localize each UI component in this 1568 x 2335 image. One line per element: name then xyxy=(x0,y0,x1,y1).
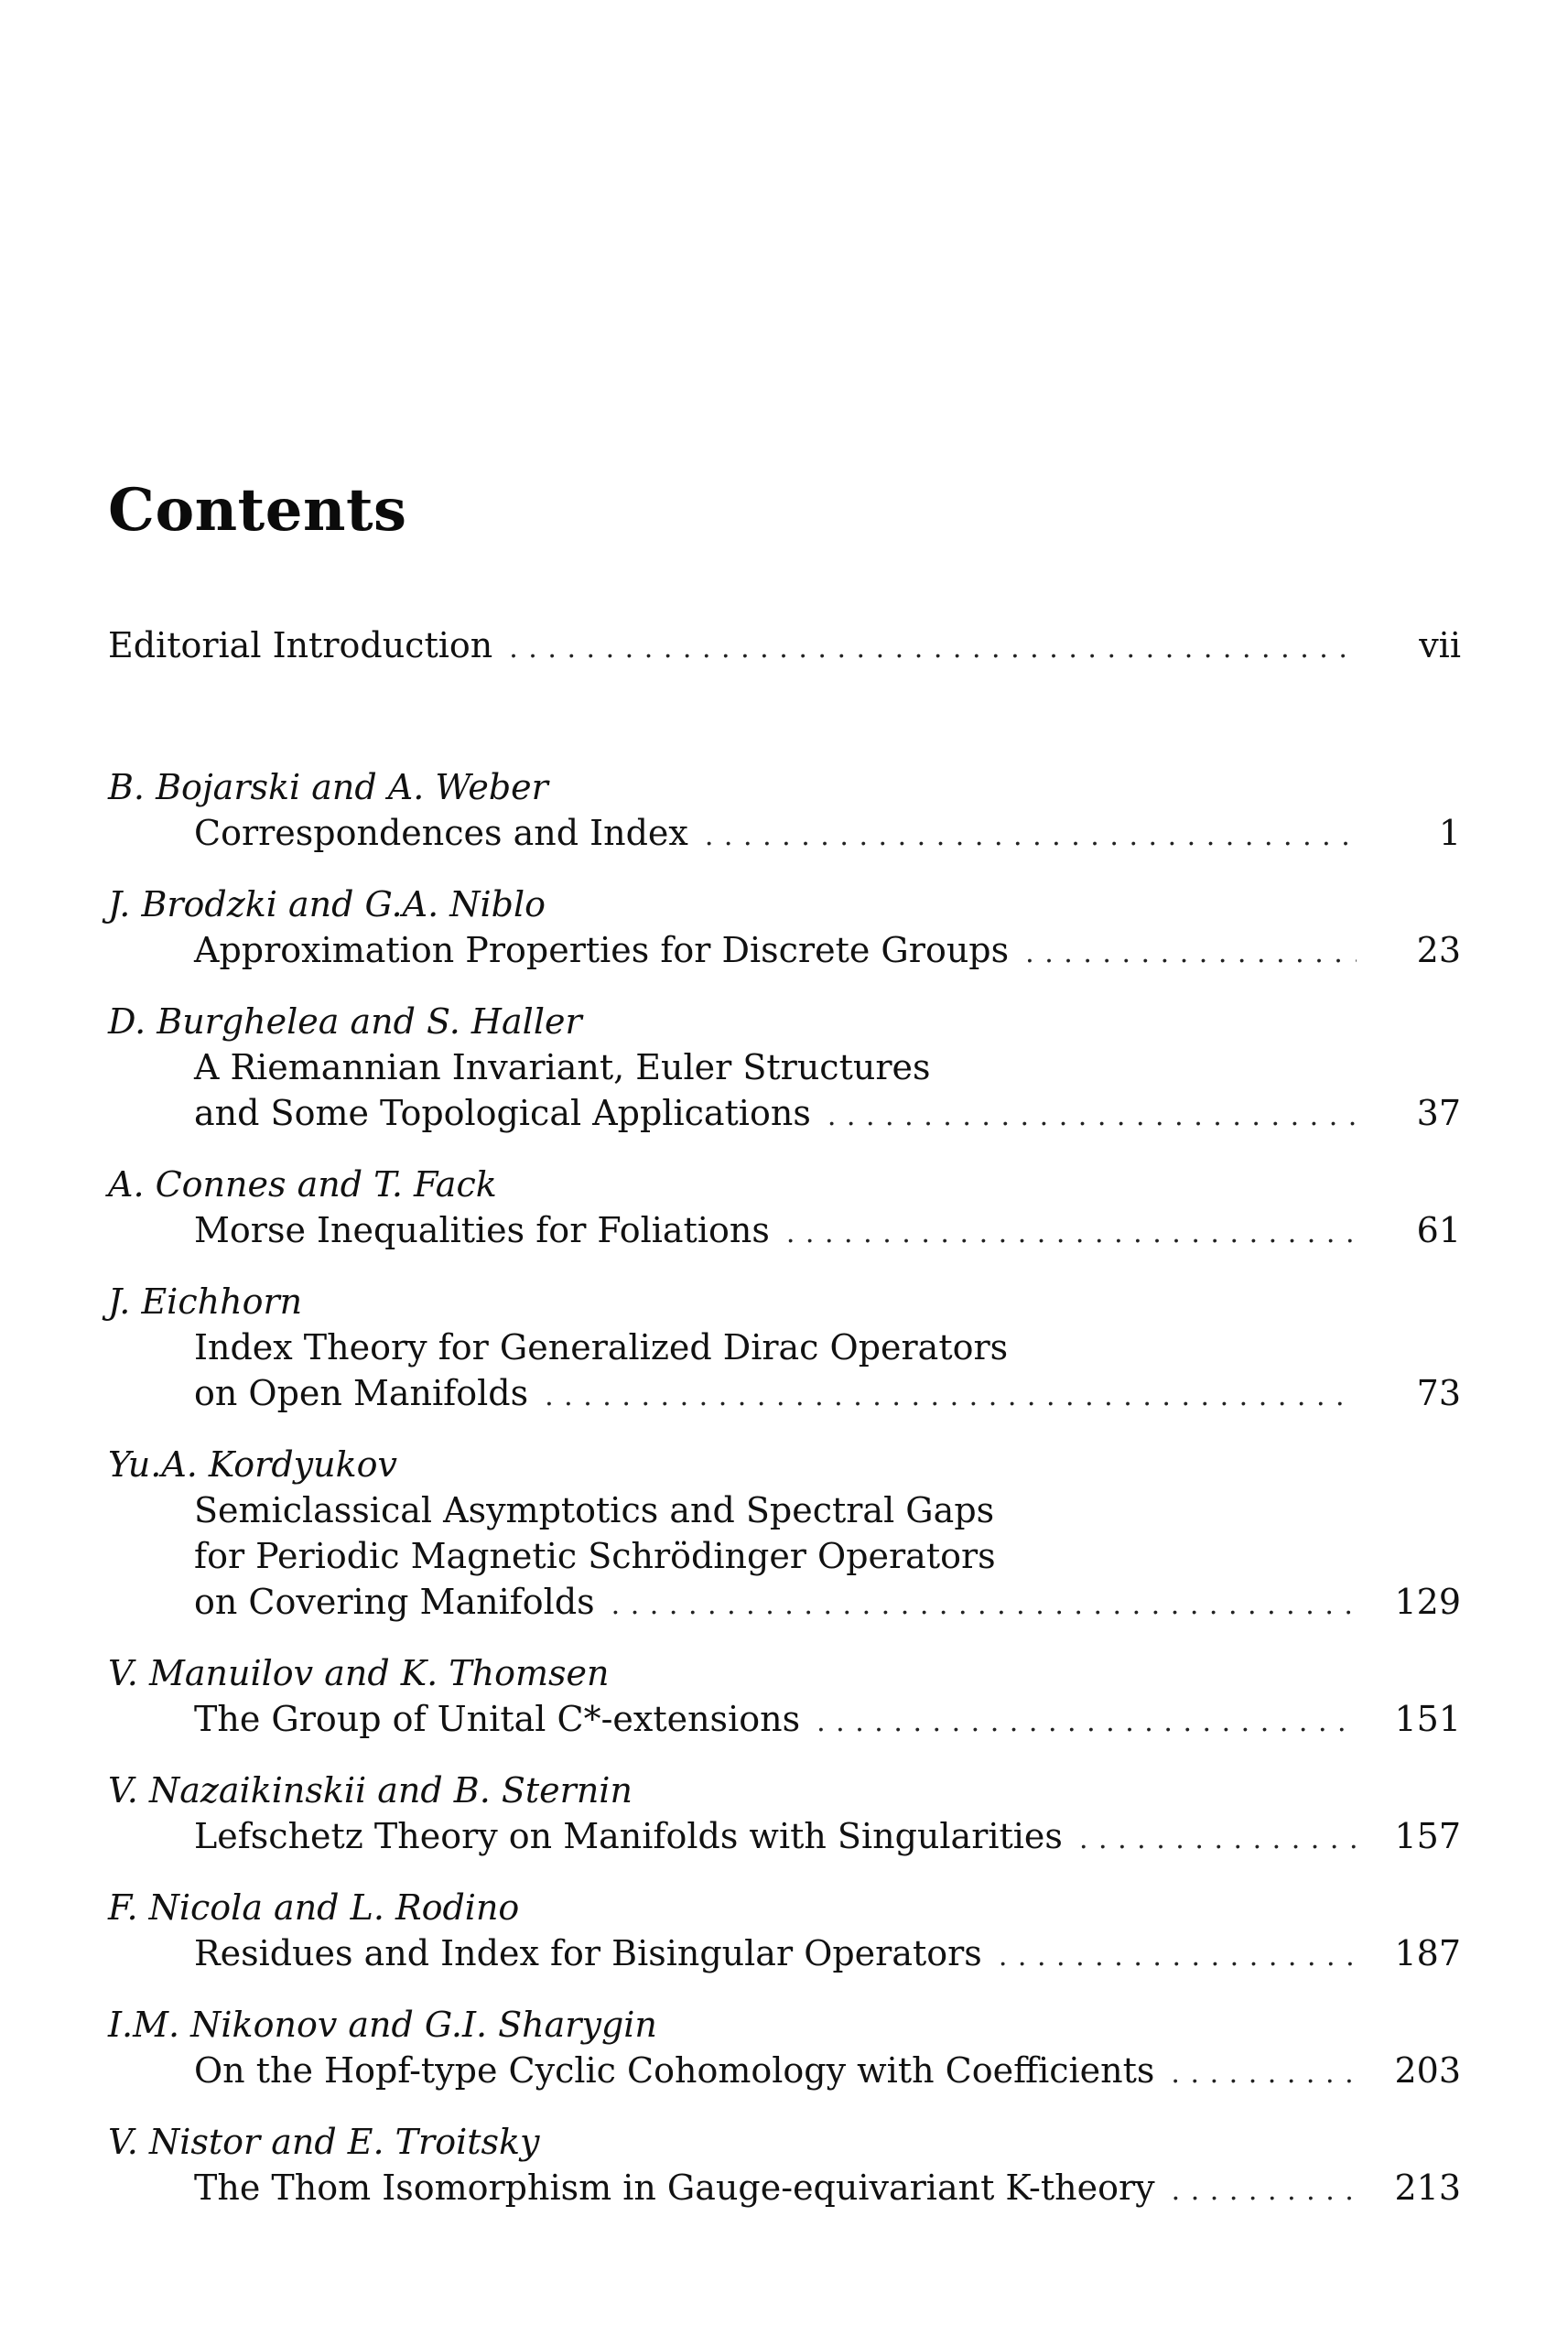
toc-entry-line xyxy=(108,2048,1461,2093)
toc-entry-line xyxy=(108,2165,1461,2211)
toc-entry-authors: A. Connes and T. Fack xyxy=(108,1164,497,1205)
toc-page-number: 157 xyxy=(1394,1816,1461,1856)
dot-leader xyxy=(611,1583,1357,1628)
toc-entry-line xyxy=(108,1370,1461,1416)
dot-leader xyxy=(1025,931,1357,977)
toc-entry-title: Morse Inequalities for Foliations xyxy=(194,1210,770,1250)
toc-entry-title: Lefschetz Theory on Manifolds with Singularities xyxy=(194,1816,1063,1856)
toc-entry-line xyxy=(108,927,1461,973)
toc-entry-title: and Some Topological Applications xyxy=(194,1093,811,1133)
toc-entry-title: on Open Manifolds xyxy=(194,1373,529,1413)
toc-entry-authors: Yu.A. Kordyukov xyxy=(108,1444,397,1485)
toc-page-number: 61 xyxy=(1416,1210,1461,1250)
toc-entry[interactable] xyxy=(108,999,1461,1136)
toc-entry-line xyxy=(108,1813,1461,1859)
toc-entry-line xyxy=(108,1579,1461,1625)
toc-page-number: 23 xyxy=(1416,930,1461,970)
toc-entry-title: The Thom Isomorphism in Gauge-equivariant K-theory xyxy=(194,2167,1155,2208)
toc-entry-title: Correspondences and Index xyxy=(194,813,688,853)
toc-page-number: 203 xyxy=(1394,2050,1461,2091)
toc-entry[interactable] xyxy=(108,1279,1461,1416)
toc-entry-authors: V. Nazaikinskii and B. Sternin xyxy=(108,1770,633,1811)
toc-entry-line xyxy=(108,1207,1461,1253)
dot-leader xyxy=(545,1374,1357,1420)
toc-entry[interactable] xyxy=(108,2002,1461,2093)
toc-page-number: 151 xyxy=(1394,1699,1461,1739)
dot-leader xyxy=(705,814,1357,859)
toc-page-number: 73 xyxy=(1416,1373,1461,1413)
toc-entry-editorial-introduction[interactable] xyxy=(108,622,1461,668)
toc-entry[interactable] xyxy=(108,1650,1461,1742)
toc-entry[interactable] xyxy=(108,1767,1461,1859)
toc-entry-title-line: Index Theory for Generalized Dirac Operators xyxy=(194,1327,1009,1367)
toc-entry[interactable] xyxy=(108,1885,1461,1976)
toc-page-number: 129 xyxy=(1394,1582,1461,1622)
toc-entry-authors: V. Nistor and E. Troitsky xyxy=(108,2122,540,2162)
toc-page-number: 187 xyxy=(1394,1933,1461,1973)
toc-page-number: vii xyxy=(1419,625,1461,665)
dot-leader xyxy=(1171,2051,1357,2097)
table-of-contents xyxy=(108,622,1461,2236)
toc-entries xyxy=(108,764,1461,2211)
dot-leader xyxy=(999,1934,1357,1980)
toc-entry-title: Editorial Introduction xyxy=(108,625,493,665)
toc-entry-authors: D. Burghelea and S. Haller xyxy=(108,1001,582,1042)
toc-entry-authors: F. Nicola and L. Rodino xyxy=(108,1887,520,1928)
toc-entry-title: On the Hopf-type Cyclic Cohomology with Coefficients xyxy=(194,2050,1155,2091)
dot-leader xyxy=(786,1211,1357,1257)
dot-leader xyxy=(509,626,1357,672)
toc-entry-title-line: A Riemannian Invariant, Euler Structures xyxy=(194,1047,931,1087)
toc-page-number: 1 xyxy=(1438,813,1461,853)
toc-entry-line xyxy=(108,810,1461,856)
toc-entry-title: The Group of Unital C*-extensions xyxy=(194,1699,801,1739)
toc-entry-line xyxy=(108,1696,1461,1742)
toc-entry-title: on Covering Manifolds xyxy=(194,1582,595,1622)
toc-entry-authors: I.M. Nikonov and G.I. Sharygin xyxy=(108,2005,657,2045)
toc-entry-line xyxy=(108,1090,1461,1136)
dot-leader xyxy=(1079,1817,1357,1863)
document-page xyxy=(108,0,1461,2335)
page-title: Contents xyxy=(108,476,407,545)
toc-entry-title: Approximation Properties for Discrete Groups xyxy=(194,930,1010,970)
toc-entry-authors: B. Bojarski and A. Weber xyxy=(108,767,548,807)
toc-entry[interactable] xyxy=(108,1442,1461,1625)
toc-entry[interactable] xyxy=(108,2119,1461,2211)
toc-entry-authors: V. Manuilov and K. Thomsen xyxy=(108,1653,610,1693)
toc-entry[interactable] xyxy=(108,1162,1461,1253)
dot-leader xyxy=(1172,2168,1357,2214)
toc-entry-title: Residues and Index for Bisingular Operators xyxy=(194,1933,982,1973)
toc-entry-title-line: for Periodic Magnetic Schrödinger Operators xyxy=(194,1536,996,1576)
dot-leader xyxy=(827,1094,1357,1140)
toc-entry[interactable] xyxy=(108,881,1461,973)
toc-entry-title-line: Semiclassical Asymptotics and Spectral Gaps xyxy=(194,1490,995,1530)
toc-entry-authors: J. Brodzki and G.A. Niblo xyxy=(108,884,546,924)
toc-entry[interactable] xyxy=(108,764,1461,856)
dot-leader xyxy=(816,1700,1357,1746)
toc-page-number: 37 xyxy=(1416,1093,1461,1133)
toc-entry-authors: J. Eichhorn xyxy=(108,1281,303,1322)
toc-page-number: 213 xyxy=(1394,2167,1461,2208)
toc-entry-line xyxy=(108,1930,1461,1976)
